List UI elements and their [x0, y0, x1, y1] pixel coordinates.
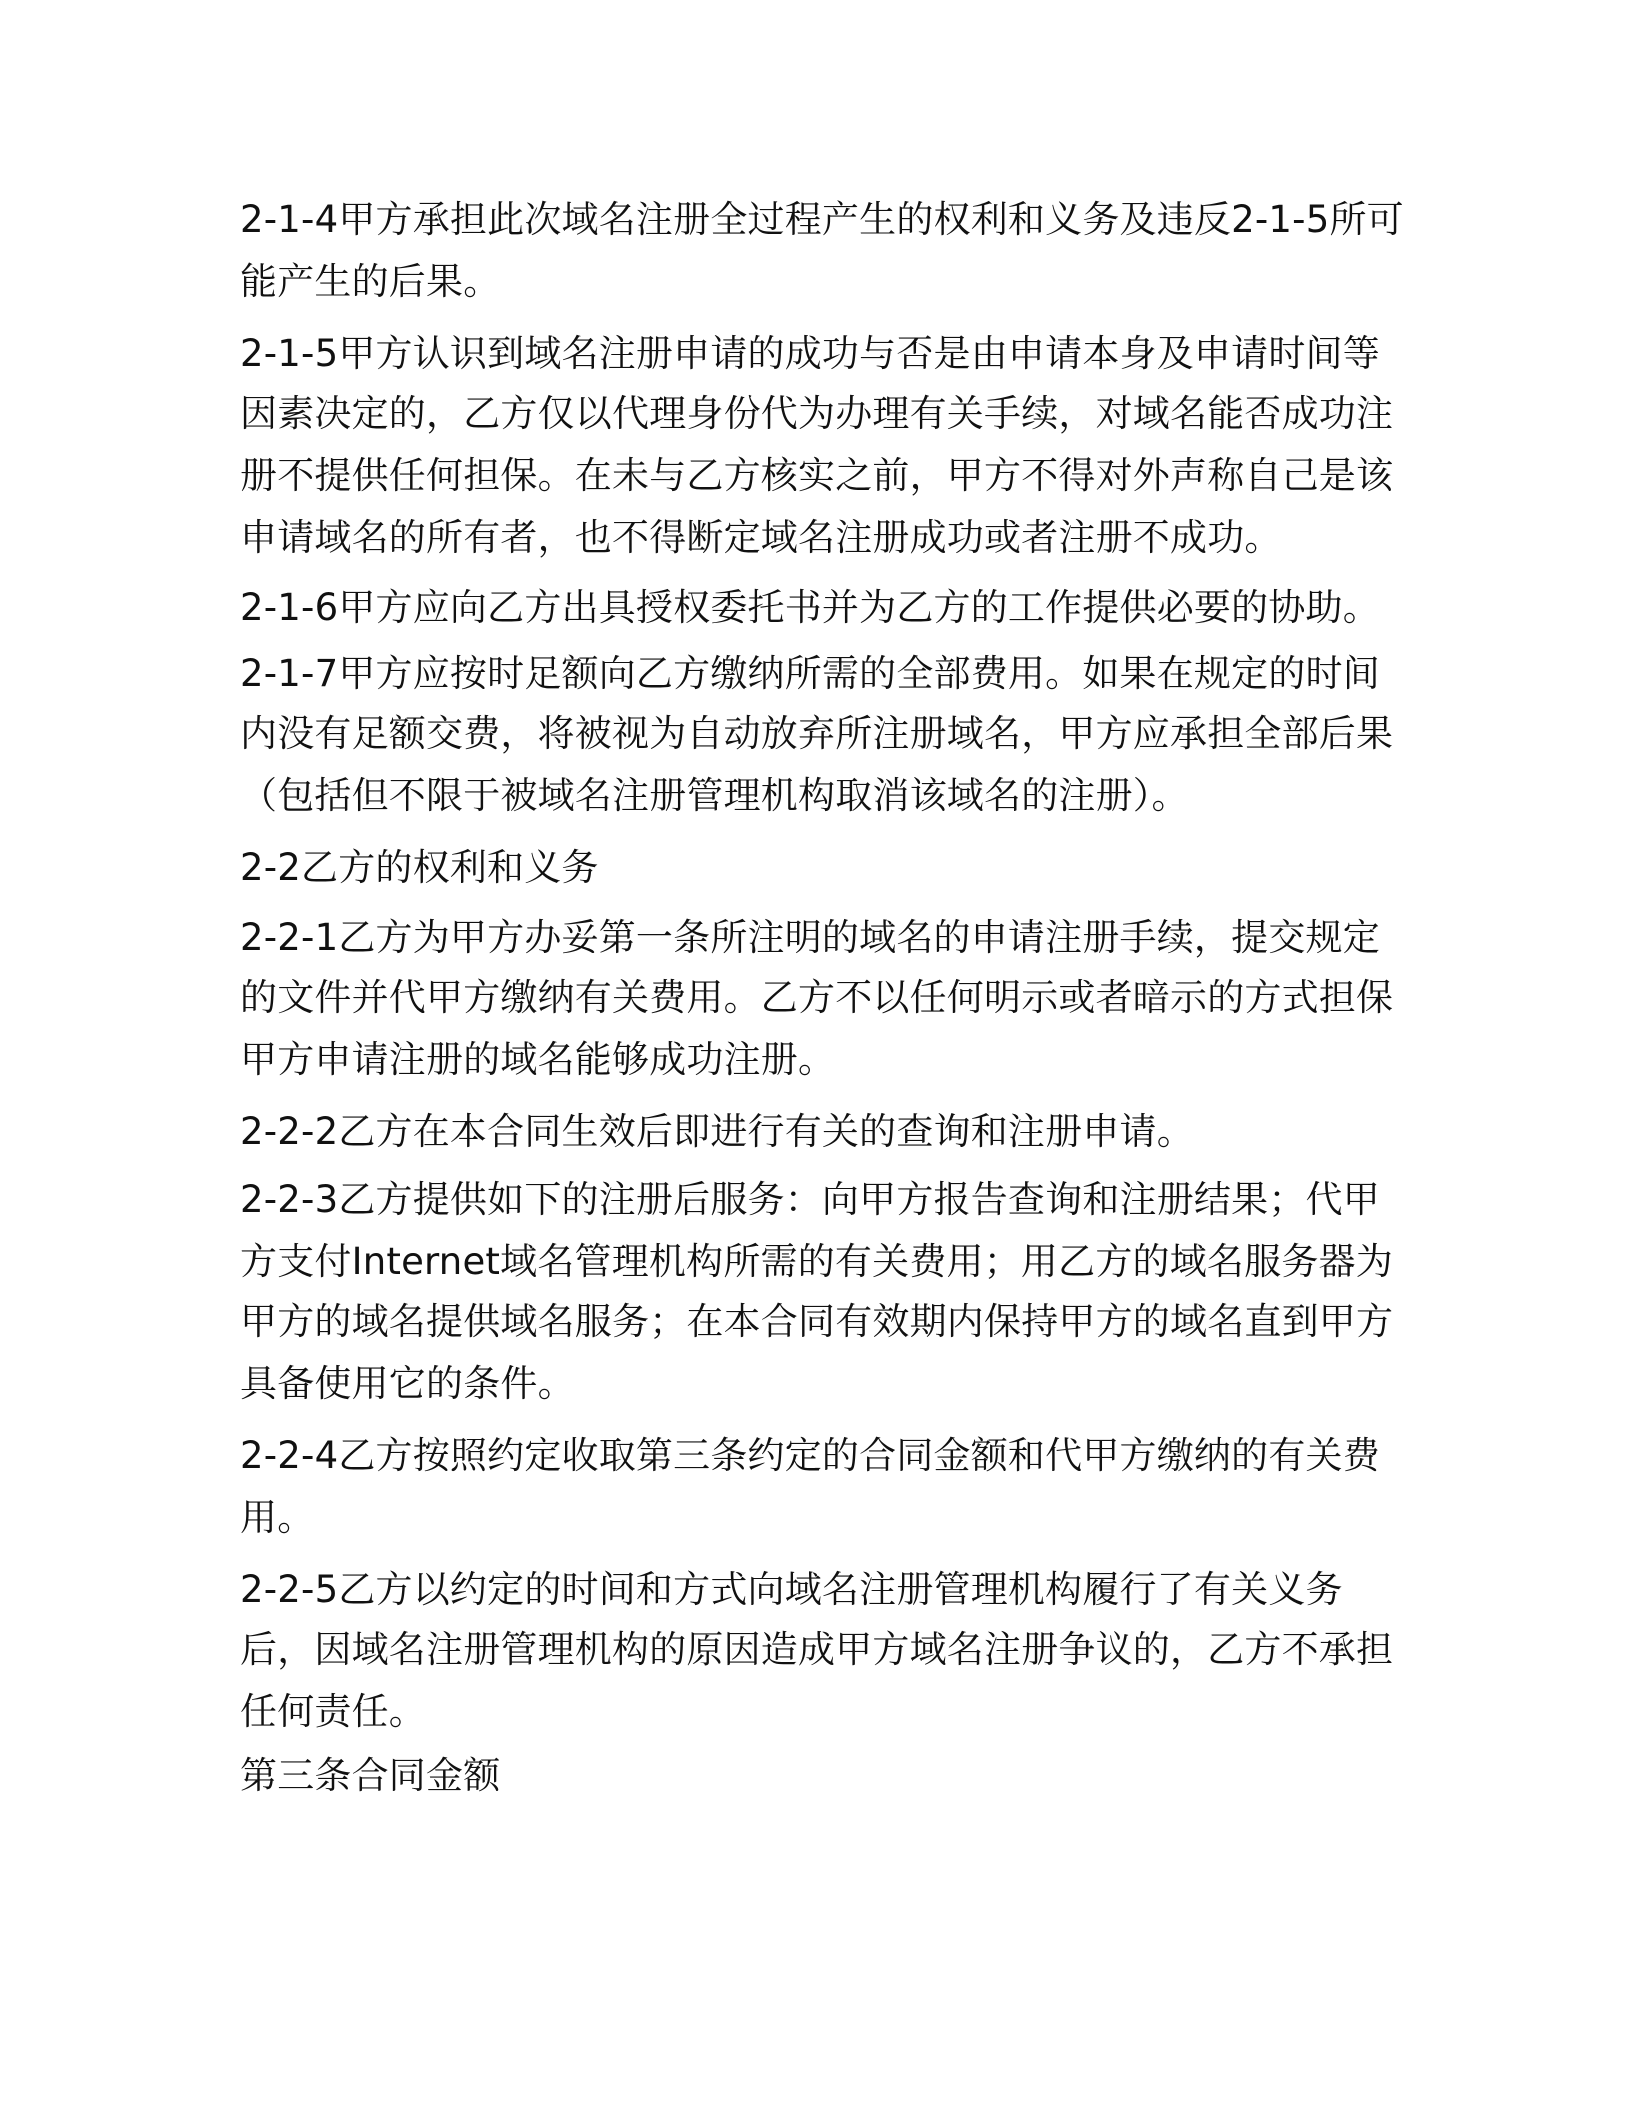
text-line: 2-1-6甲方应向乙方出具授权委托书并为乙方的工作提供必要的协助。 [240, 586, 1380, 629]
text-line: 2-2-1乙方为甲方办妥第一条所注明的域名的申请注册手续，提交规定 [240, 916, 1380, 959]
text-line: 2-2-4乙方按照约定收取第三条约定的合同金额和代甲方缴纳的有关费 [240, 1434, 1380, 1477]
text-line: 甲方申请注册的域名能够成功注册。 [240, 1038, 836, 1081]
text-line: 用。 [240, 1496, 315, 1539]
text-line: 申请域名的所有者，也不得断定域名注册成功或者注册不成功。 [240, 516, 1282, 559]
text-line: 2-2-5乙方以约定的时间和方式向域名注册管理机构履行了有关义务 [240, 1568, 1343, 1611]
text-line: 2-2-2乙方在本合同生效后即进行有关的查询和注册申请。 [240, 1110, 1194, 1153]
text-line: 具备使用它的条件。 [240, 1362, 575, 1405]
text-line: 2-1-4甲方承担此次域名注册全过程产生的权利和义务及违反2-1-5所可 [240, 198, 1404, 241]
section-heading: 2-2乙方的权利和义务 [240, 846, 599, 889]
text-line: 因素决定的，乙方仅以代理身份代为办理有关手续，对域名能否成功注 [240, 392, 1394, 435]
section-heading: 第三条合同金额 [240, 1754, 501, 1797]
text-line: 甲方的域名提供域名服务；在本合同有效期内保持甲方的域名直到甲方 [240, 1300, 1394, 1343]
text-line: 能产生的后果。 [240, 260, 501, 303]
text-line: 的文件并代甲方缴纳有关费用。乙方不以任何明示或者暗示的方式担保 [240, 976, 1394, 1019]
text-line: 内没有足额交费，将被视为自动放弃所注册域名，甲方应承担全部后果 [240, 712, 1394, 755]
text-line: 任何责任。 [240, 1690, 426, 1733]
text-line: 2-1-5甲方认识到域名注册申请的成功与否是由申请本身及申请时间等 [240, 332, 1380, 375]
text-line: （包括但不限于被域名注册管理机构取消该域名的注册）。 [240, 774, 1189, 817]
text-line: 册不提供任何担保。在未与乙方核实之前，甲方不得对外声称自己是该 [240, 454, 1394, 497]
text-line: 后，因域名注册管理机构的原因造成甲方域名注册争议的，乙方不承担 [240, 1628, 1394, 1671]
text-line: 2-1-7甲方应按时足额向乙方缴纳所需的全部费用。如果在规定的时间 [240, 652, 1380, 695]
text-line: 2-2-3乙方提供如下的注册后服务：向甲方报告查询和注册结果；代甲 [240, 1178, 1380, 1221]
text-line: 方支付Internet域名管理机构所需的有关费用；用乙方的域名服务器为 [240, 1240, 1393, 1283]
